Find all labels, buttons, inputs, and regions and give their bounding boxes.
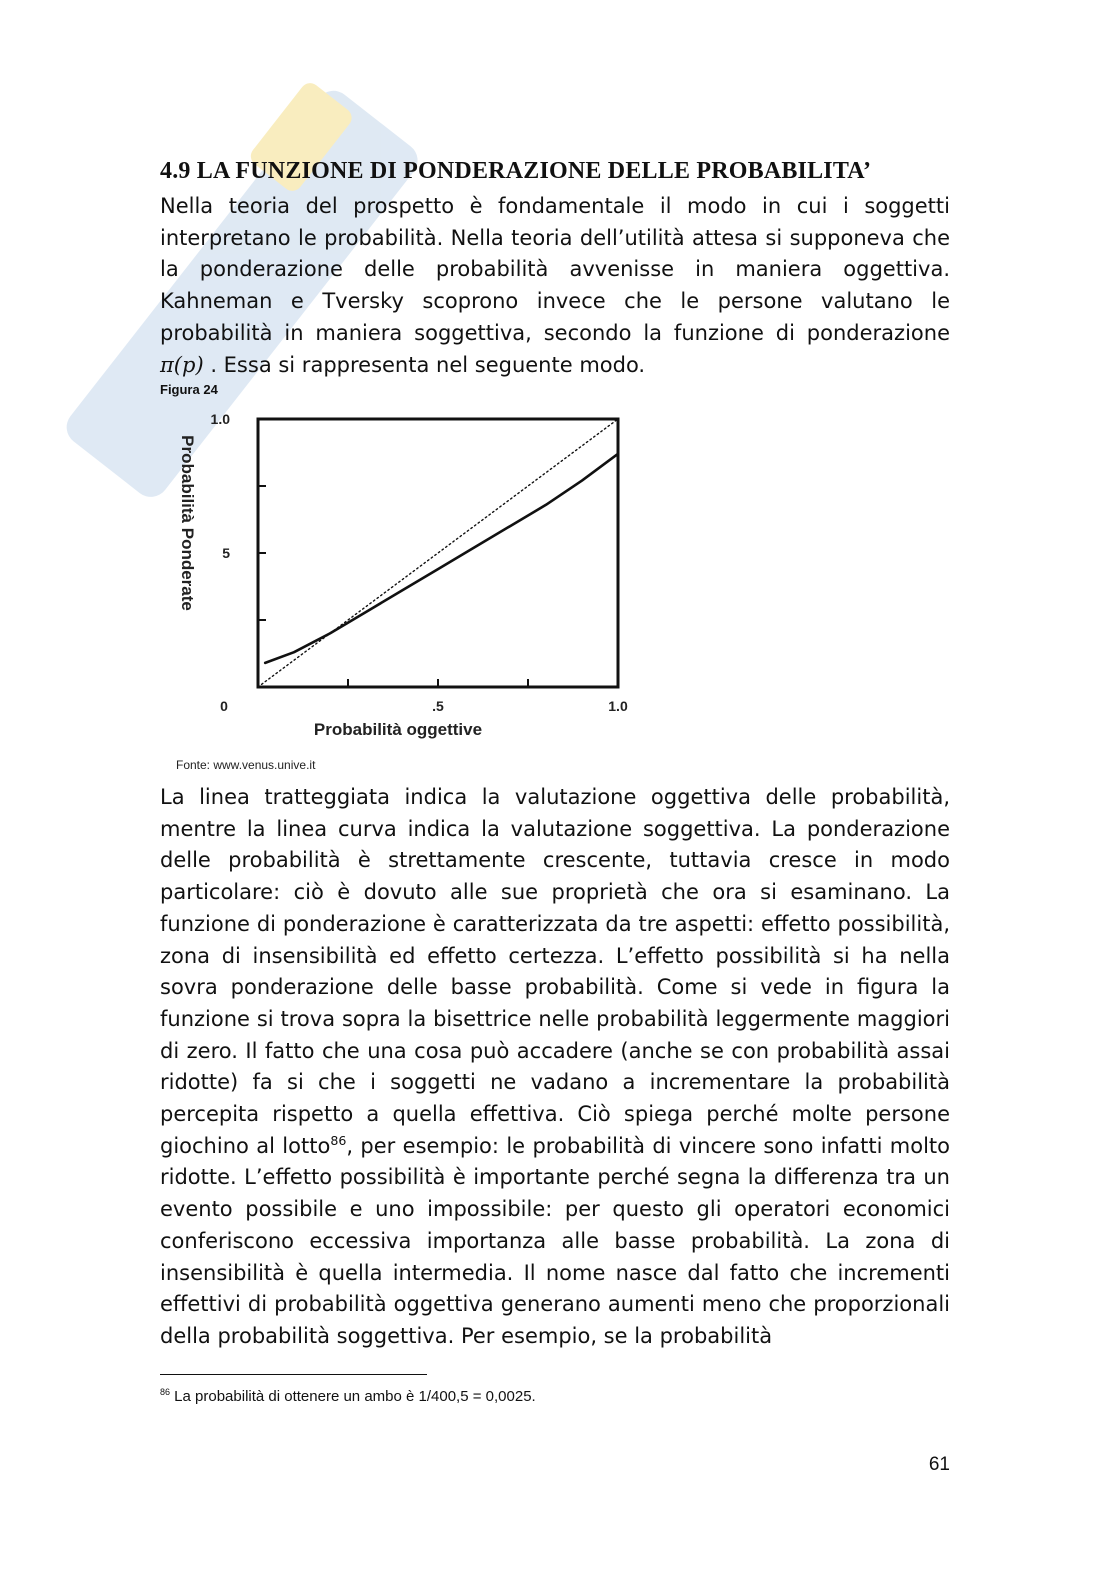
intro-paragraph bbox=[160, 191, 950, 381]
body-paragraph bbox=[160, 782, 950, 1353]
intro-text-1: Nella teoria del prospetto è fondamentale il modo in cui i soggetti interpretano le probabilità. Nella teoria dell’utilità attesa si supponeva che la ponderazione delle probabilità avvenisse in maniera oggettiva. Kahneman e Tversky scoprono invece che le persone valutano le probabilità in maniera soggettiva, secondo la funzione di ponderazione bbox=[160, 194, 950, 345]
section-title: 4.9 LA FUNZIONE DI PONDERAZIONE DELLE PROBABILITA’ bbox=[160, 158, 872, 184]
page-number: 61 bbox=[928, 1454, 950, 1475]
series-line-subjective bbox=[265, 454, 618, 663]
formula-pi-p: π(p) bbox=[160, 352, 204, 377]
x-tick-label-1: .5 bbox=[432, 698, 444, 714]
x-tick-label-0: 0 bbox=[220, 698, 228, 714]
footnote-reference[interactable]: 86 bbox=[330, 1132, 347, 1148]
y-tick-label-0: 1.0 bbox=[210, 411, 230, 427]
body-text-1: La linea tratteggiata indica la valutazione oggettiva delle probabilità, mentre la linea curva indica la valutazione soggettiva. La ponderazione delle probabilità è strettamente crescente, tuttavia cresce in modo particolare: ciò è dovuto alle sue proprietà che ora si esaminano. La funzione di ponderazione è caratterizzata da tre aspetti: effetto possibilità, zona di insensibilità ed effetto certezza. L’effetto possibilità si ha nella sovra ponderazione delle basse probabilità. Come si vede in figura la funzione si trova sopra la bisettrice nelle probabilità leggermente maggiori di zero. Il fatto che una cosa può accadere (anche se con probabilità assai ridotte) fa si che i soggetti ne vadano a incrementare la probabilità percepita rispetto a quella effettiva. Ciò spiega perché molte persone giochino al lotto bbox=[160, 785, 950, 1158]
footnote-text: La probabilità di ottenere un ambo è 1/400,5 = 0,0025. bbox=[170, 1388, 536, 1405]
footnote bbox=[160, 1388, 536, 1405]
figure-label: Figura 24 bbox=[160, 382, 218, 397]
x-axis-label: Probabilità oggettive bbox=[313, 720, 483, 739]
footnote-divider bbox=[160, 1374, 427, 1375]
probability-weighting-chart bbox=[170, 405, 650, 750]
y-axis-label: Probabilità Ponderate bbox=[178, 435, 197, 611]
x-tick-label-2: 1.0 bbox=[608, 698, 628, 714]
body-text-2: , per esempio: le probabilità di vincere sono infatti molto ridotte. L’effetto possibilità è importante perché segna la differenza tra un evento possibile e uno impossibile: per questo gli operatori economici conferiscono eccessiva importanza alle basse probabilità. La zona di insensibilità è quella intermedia. Il nome nasce dal fatto che incrementi effettivi di probabilità oggettiva generano aumenti meno che proporzionali della probabilità soggettiva. Per esempio, se la probabilità bbox=[160, 1133, 950, 1348]
intro-text-2: . Essa si rappresenta nel seguente modo. bbox=[203, 352, 646, 377]
figure-source: Fonte: www.venus.unive.it bbox=[176, 758, 316, 772]
series-line-objective bbox=[258, 419, 618, 687]
y-tick-label-1: 5 bbox=[222, 545, 230, 561]
footnote-number: 86 bbox=[160, 1387, 171, 1397]
